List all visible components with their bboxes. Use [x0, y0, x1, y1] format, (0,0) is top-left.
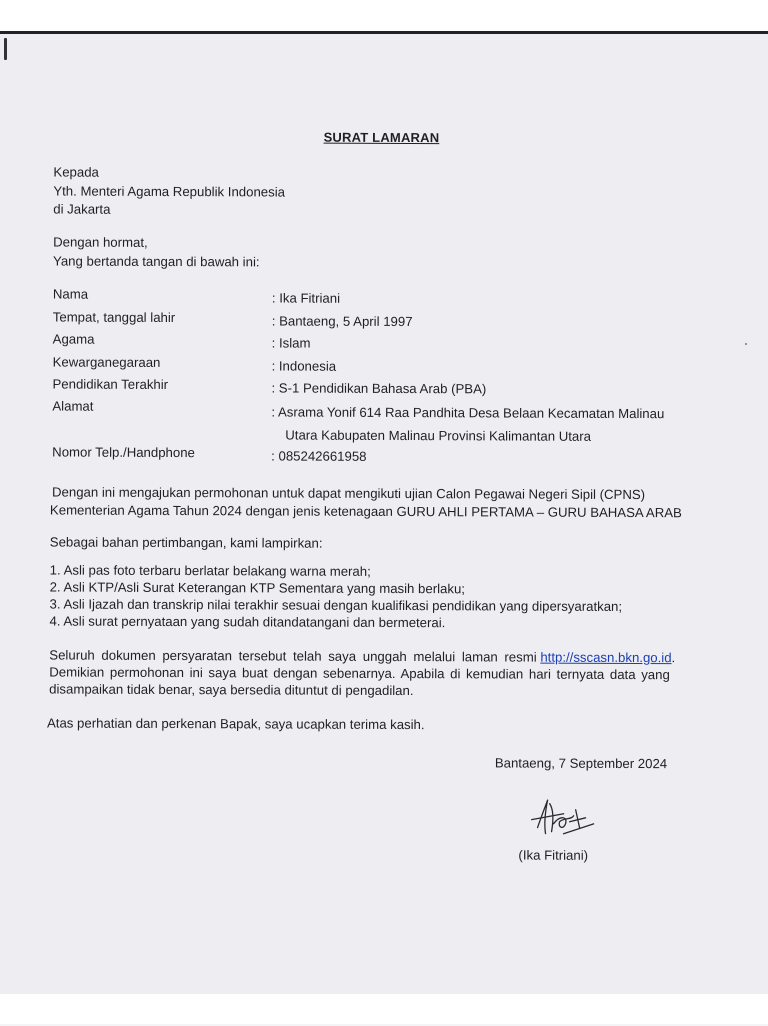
field-label-telepon: Nomor Telp./Handphone — [52, 444, 195, 461]
field-value-alamat: : Asrama Yonif 614 Raa Pandhita Desa Belaan Kecamatan Malinau — [271, 404, 665, 422]
closing-line-1-text: Seluruh dokumen persyaratan tersebut telah saya unggah melalui laman resmi — [49, 647, 537, 665]
field-value-nama: : Ika Fitriani — [271, 290, 341, 306]
closing-line-1-period: . — [671, 650, 676, 666]
field-value-alamat-line-2: Utara Kabupaten Malinau Provinsi Kalimantan Utara — [285, 427, 591, 444]
field-label-nama: Nama — [52, 286, 89, 302]
recipient-line-1: Kepada — [53, 164, 99, 180]
closing-line-2: Demikian permohonan ini saya buat dengan sebenarnya. Apabila di kemudian hari ternyata data yang — [49, 664, 670, 683]
field-value-telepon: : 085242661958 — [271, 448, 367, 464]
greeting-line-1: Dengan hormat, — [53, 234, 148, 250]
attachment-item: 3. Asli Ijazah dan transkrip nilai terakhir sesuai dengan kualifikasi pendidikan yang dipersyaratkan; — [49, 596, 623, 614]
intro-line-2: Kementerian Agama Tahun 2024 dengan jenis ketenagaan GURU AHLI PERTAMA – GURU BAHASA ARAB — [49, 502, 682, 521]
attachments-intro: Sebagai bahan pertimbangan, kami lampirkan: — [49, 534, 323, 551]
field-label-ttl: Tempat, tanggal lahir — [52, 309, 176, 326]
attachment-item: 4. Asli surat pernyataan yang sudah ditandatangani dan bermeterai. — [49, 613, 446, 631]
thanks-line: Atas perhatian dan perkenan Bapak, saya ucapkan terima kasih. — [46, 715, 425, 733]
place-date: Bantaeng, 7 September 2024 — [494, 755, 668, 772]
attachment-item: 2. Asli KTP/Asli Surat Keterangan KTP Sementara yang masih berlaku; — [49, 579, 466, 597]
field-value-ttl: : Bantaeng, 5 April 1997 — [271, 313, 413, 330]
intro-line-1: Dengan ini mengajukan permohonan untuk dapat mengikuti ujian Calon Pegawai Negeri Sipil (CPNS) — [51, 484, 646, 503]
field-label-alamat: Alamat — [52, 398, 94, 414]
field-label-kewarganegaraan: Kewarganegaraan — [52, 354, 161, 370]
field-value-pendidikan: : S-1 Pendidikan Bahasa Arab (PBA) — [271, 380, 487, 397]
greeting-line-2: Yang bertanda tangan di bawah ini: — [53, 253, 260, 270]
scan-edge-mark — [4, 38, 7, 60]
closing-line-3: disampaikan tidak benar, saya bersedia dituntut di pengadilan. — [49, 681, 414, 699]
signer-name: (Ika Fitriani) — [518, 847, 589, 863]
recipient-line-3: di Jakarta — [53, 201, 111, 217]
recipient-line-2: Yth. Menteri Agama Republik Indonesia — [53, 183, 286, 200]
field-value-agama: : Islam — [271, 335, 311, 351]
field-value-kewarganegaraan: : Indonesia — [271, 358, 337, 374]
field-label-agama: Agama — [52, 331, 95, 347]
field-label-pendidikan: Pendidikan Terakhir — [52, 376, 169, 392]
letter-title: SURAT LAMARAN — [323, 129, 440, 146]
signature-image — [524, 794, 604, 844]
sscasn-link[interactable]: http://sscasn.bkn.go.id — [540, 649, 672, 666]
attachment-item: 1. Asli pas foto terbaru berlatar belakang warna merah; — [49, 562, 371, 579]
scan-speck — [745, 343, 747, 345]
